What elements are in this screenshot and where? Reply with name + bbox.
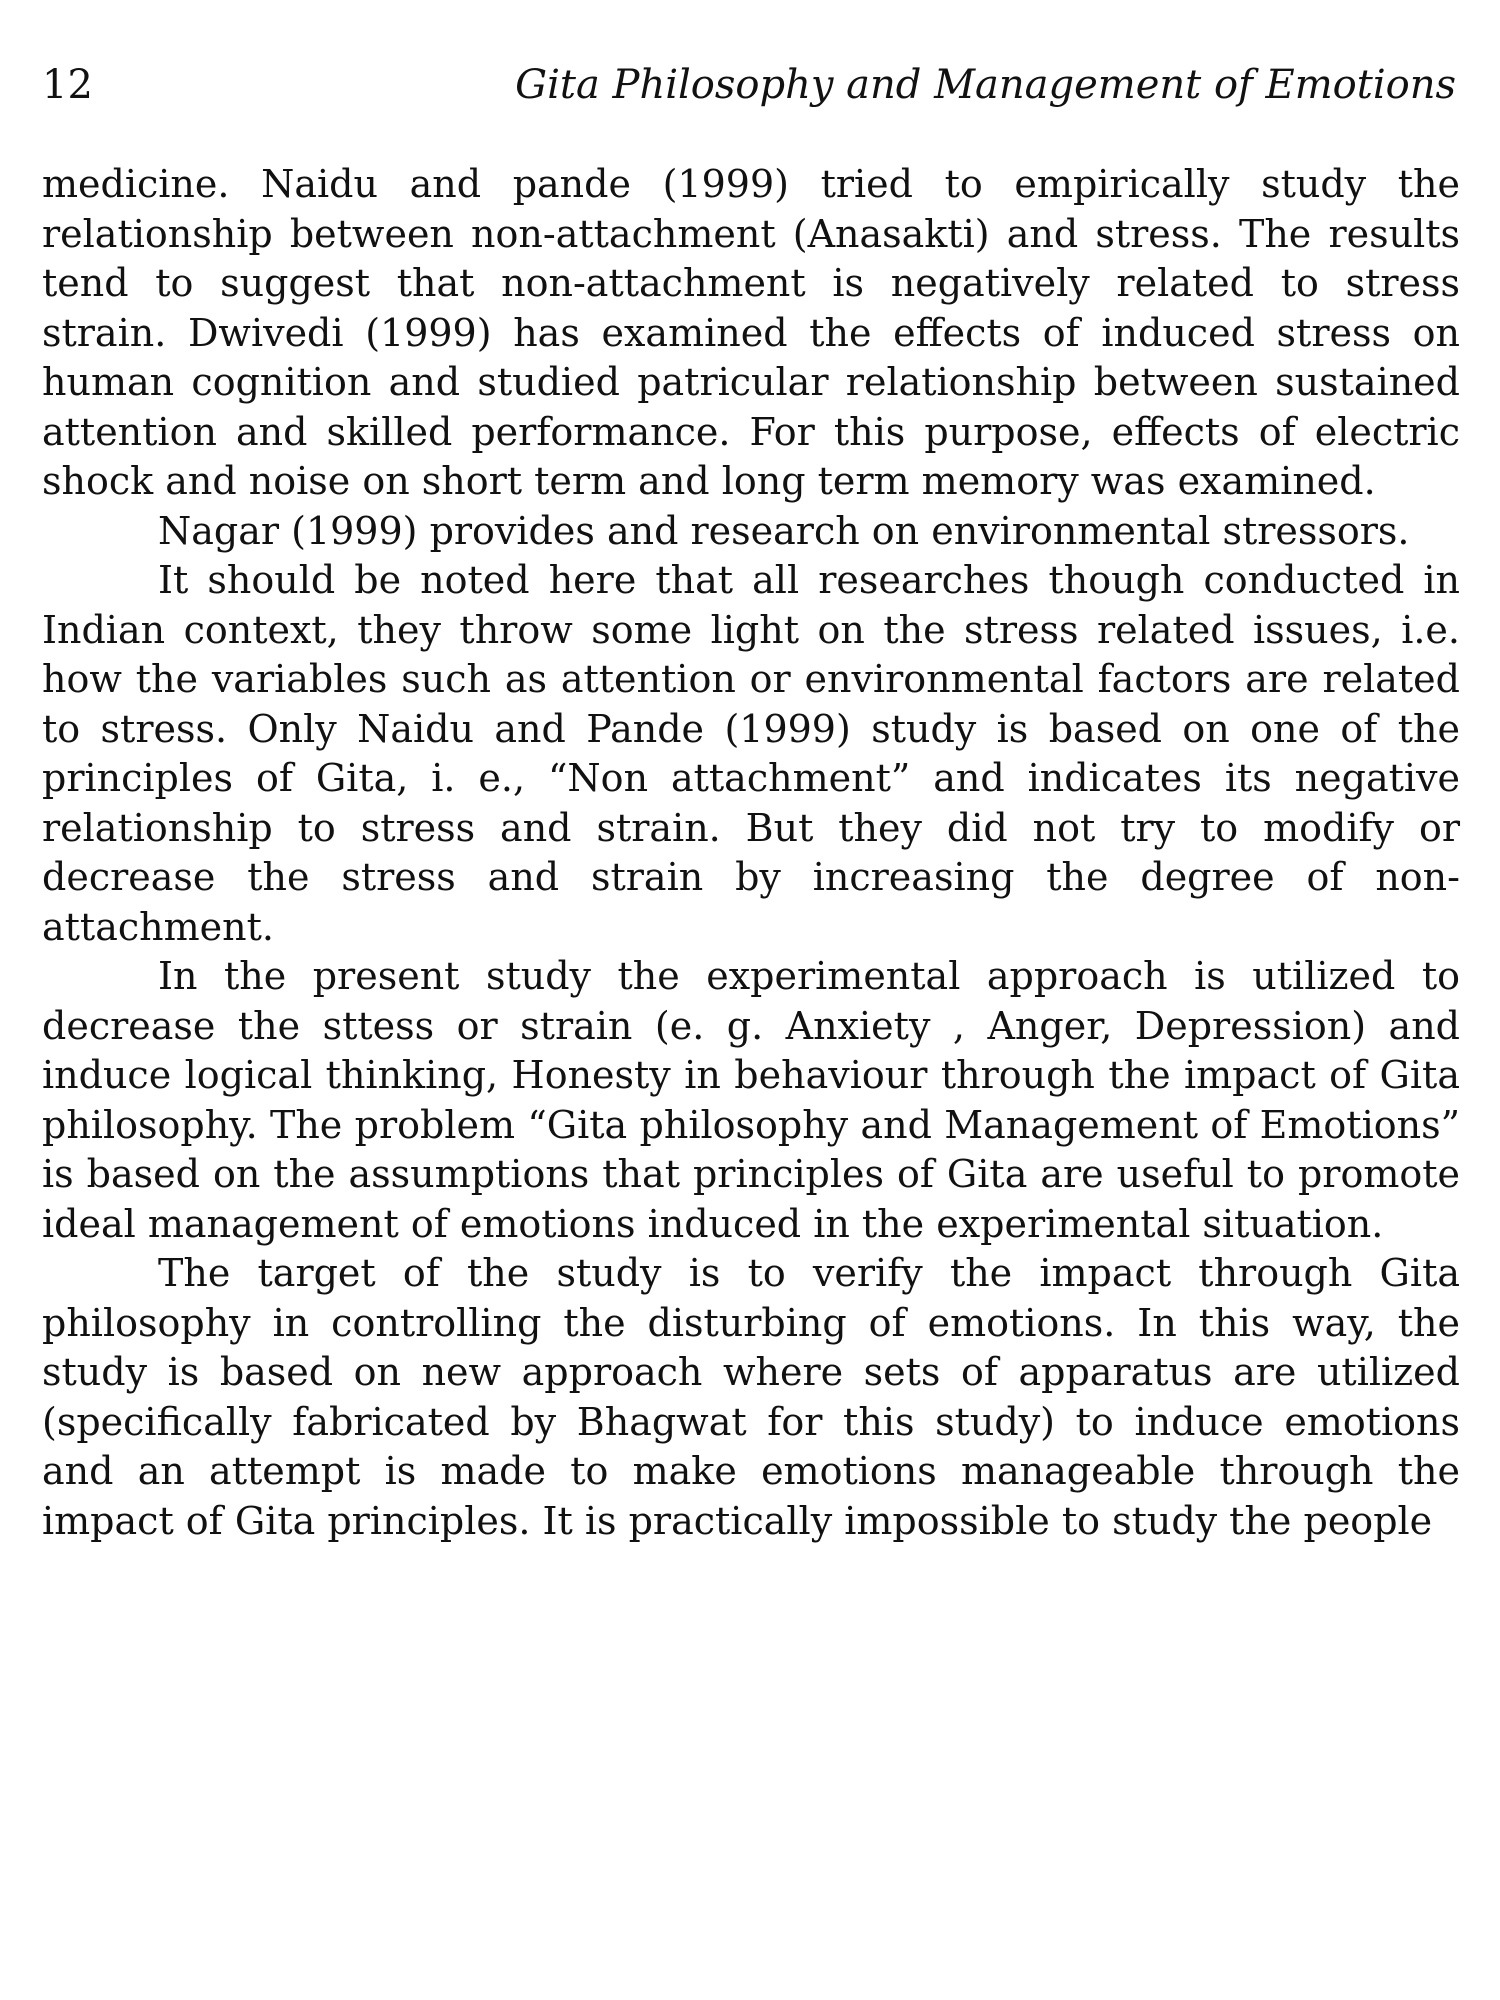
paragraph: The target of the study is to verify the impact through Gita philosophy in controlling the disturbing of emotions. In this way, the study is based on new approach where sets of apparatus are utilized (specifically fabricated by Bhagwat for this study) to induce emotions and an attempt is made to make emotions manageable through the impact of Gita principles. It is practically impossible to study the people [42,1251,1460,1543]
paragraph: In the present study the experimental approach is utilized to decrease the sttess or strain (e. g. Anxiety , Anger, Depression) and induce logical thinking, Honesty in behaviour through the impact of Gita philosophy. The problem “Gita philosophy and Management of Emotions” is based on the assumptions that principles of Gita are useful to promote ideal management of emotions induced in the experimental situation. [42,954,1460,1246]
paragraph: It should be noted here that all researches though conducted in Indian context, they throw some light on the stress related issues, i.e. how the variables such as attention or environmental factors are related to stress. Only Naidu and Pande (1999) study is based on one of the principles of Gita, i. e., “Non attachment” and indicates its negative relationship to stress and strain. But they did not try to modify or decrease the stress and strain by increasing the degree of non-attachment. [42,558,1460,949]
body-text [42,160,1460,1546]
paragraph-continued: medicine. Naidu and pande (1999) tried to empirically study the relationship between non-attachment (Anasakti) and stress. The results tend to suggest that non-attachment is negatively related to stress strain. Dwivedi (1999) has examined the effects of induced stress on human cognition and studied patricular relationship between sustained attention and skilled performance. For this purpose, effects of electric shock and noise on short term and long term memory was examined. [42,162,1460,503]
book-page [42,50,1460,1950]
paragraph: Nagar (1999) provides and research on environmental stressors. [158,508,1410,553]
page-number: 12 [42,62,93,108]
running-title: Gita Philosophy and Management of Emotions [515,62,1456,108]
running-header [42,50,1460,120]
